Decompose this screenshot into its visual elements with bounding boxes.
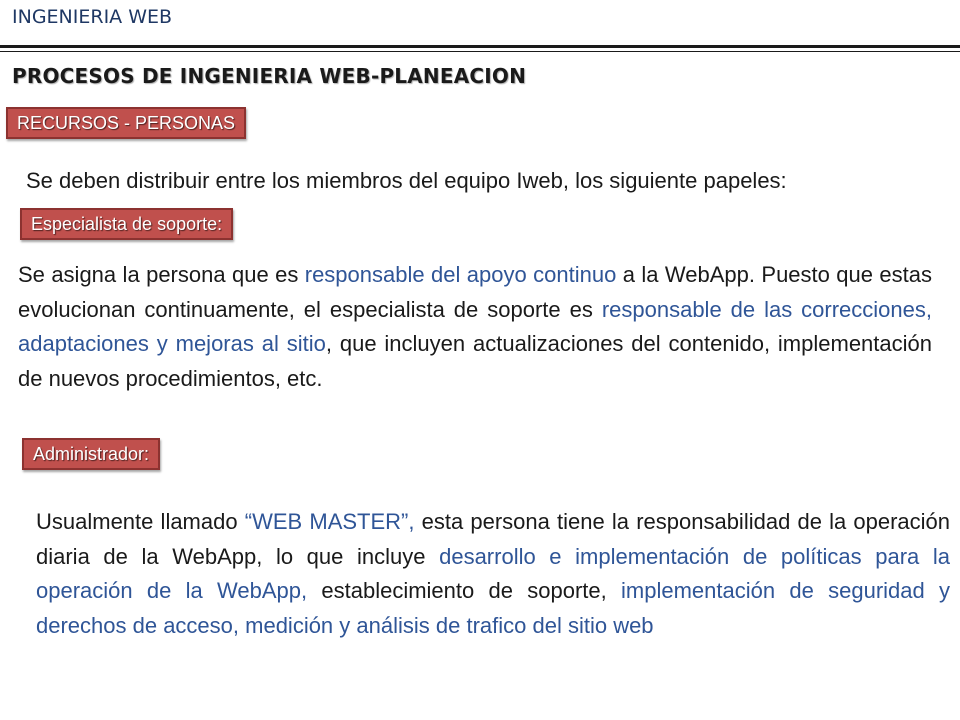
text-run: a la WebApp. Puesto que estas evolucionan continuamente, el especialista de soporte es bbox=[18, 262, 932, 322]
text-run: Usualmente llamado bbox=[36, 509, 245, 534]
highlight-text: desarrollo e implementación de políticas para la operación de la WebApp, bbox=[36, 543, 951, 603]
role-badge-especialista-soporte: Especialista de soporte: bbox=[20, 208, 233, 240]
role-description-administrador bbox=[36, 505, 950, 643]
highlight-text: “WEB MASTER”, bbox=[244, 509, 415, 534]
header-divider-thin bbox=[0, 51, 960, 52]
highlight-text: responsable de las correcciones, adaptaciones y mejoras al sitio bbox=[18, 296, 933, 356]
header-title: INGENIERIA WEB bbox=[12, 6, 173, 28]
intro-text: Se deben distribuir entre los miembros del equipo Iweb, los siguiente papeles: bbox=[26, 168, 787, 193]
text-run: , que incluyen actualizaciones del contenido, implementación de nuevos procedimientos, etc. bbox=[18, 331, 932, 391]
text-run: establecimiento de soporte, bbox=[307, 578, 622, 603]
highlight-text: responsable del apoyo continuo bbox=[304, 262, 617, 287]
role-description-especialista-soporte bbox=[18, 258, 932, 396]
highlight-text: implementación de seguridad y derechos de acceso, medición y análisis de trafico del sitio web bbox=[36, 578, 951, 638]
text-run: Se asigna la persona que es bbox=[18, 262, 305, 287]
header-divider-thick bbox=[0, 45, 960, 48]
section-badge-recursos-personas: RECURSOS - PERSONAS bbox=[6, 107, 246, 139]
role-badge-administrador: Administrador: bbox=[22, 438, 160, 470]
text-run: esta persona tiene la responsabilidad de la operación diaria de la WebApp, lo que incluye bbox=[36, 509, 950, 569]
main-title: PROCESOS DE INGENIERIA WEB-PLANEACION bbox=[12, 64, 527, 88]
